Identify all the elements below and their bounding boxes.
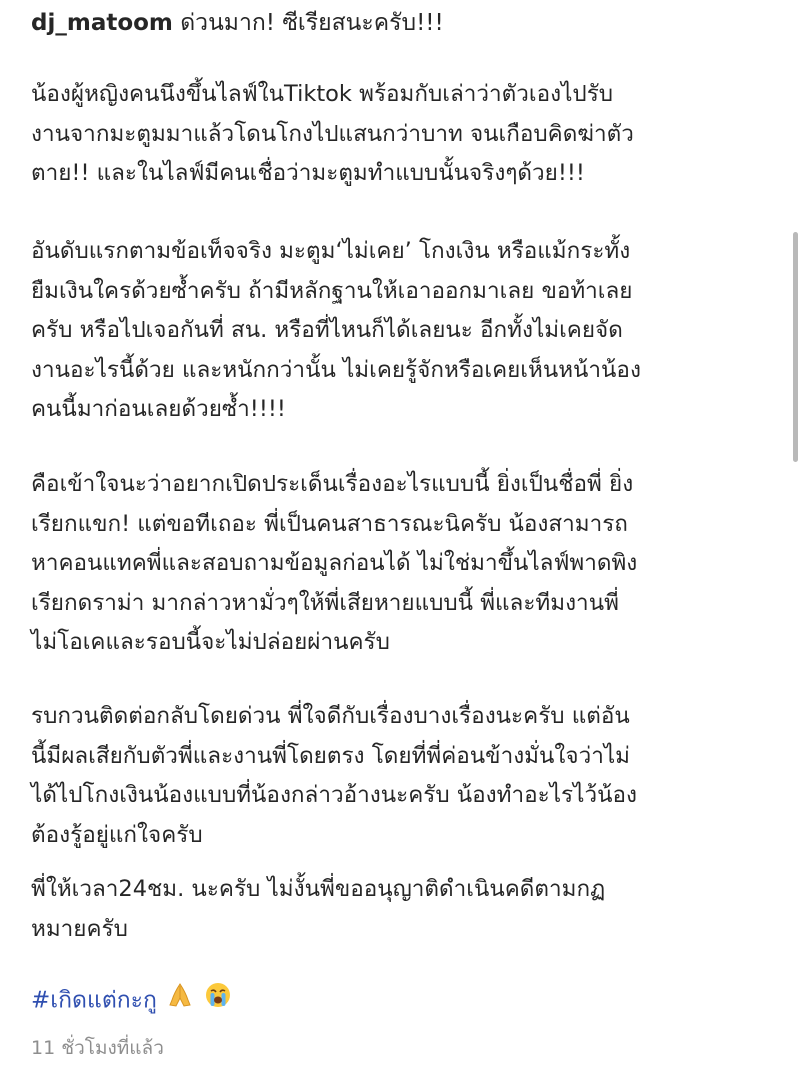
caption-line: ไม่โอเคและรอบนี้จะไม่ปล่อยผ่านครับ [31,629,390,655]
scrollbar-thumb[interactable] [793,232,798,462]
caption-line: เรียกดราม่า มากล่าวหามั่วๆให้พี่เสียหายแบบนี้ พี่และทีมงานพี่ [31,589,619,616]
caption-line: ตาย!! และในไลฟ์มีคนเชื่อว่ามะตูมทำแบบนั้นจริงๆด้วย!!! [31,160,585,186]
caption-header [31,6,444,40]
hashtag-row [31,981,232,1021]
caption-line: ได้ไปโกงเงินน้องแบบที่น้องกล่าวอ้างนะครับ น้องทำอะไรไว้น้อง [31,782,637,808]
post-timestamp: 11 ชั่วโมงที่แล้ว [31,1037,164,1059]
caption-paragraph-5 [31,870,791,949]
caption-paragraph-4 [31,697,791,855]
hashtag-link[interactable]: #เกิดแต่กะกู [31,987,157,1014]
caption-line: คนนี้มาก่อนเลยด้วยซ้ำ!!!! [31,396,286,422]
caption-line: คือเข้าใจนะว่าอยากเปิดประเด็นเรื่องอะไรแบบนี้ ยิ่งเป็นชื่อพี่ ยิ่ง [31,471,634,497]
caption-line: น้องผู้หญิงคนนึงขึ้นไลฟ์ในTiktok พร้อมกับเล่าว่าตัวเองไปรับ [31,81,614,107]
caption-line: งานจากมะตูมมาแล้วโดนโกงไปแสนกว่าบาท จนเกือบคิดฆ่าตัว [31,120,634,147]
caption-line: นี้มีผลเสียกับตัวพี่และงานพี่โดยตรง โดยที่พี่ค่อนข้างมั่นใจว่าไม่ [31,742,630,769]
caption-line: รบกวนติดต่อกลับโดยด่วน พี่ใจดีกับเรื่องบางเรื่องนะครับ แต่อัน [31,703,630,729]
praying-hands-icon [166,981,194,1021]
caption-line: งานอะไรนี้ด้วย และหนักกว่านั้น ไม่เคยรู้จักหรือเคยเห็นหน้าน้อง [31,356,641,383]
username-link[interactable]: dj_matoom [31,10,173,36]
caption-paragraph-2 [31,232,791,430]
caption-line: ต้องรู้อยู่แก่ใจครับ [31,821,203,848]
caption-line: อันดับแรกตามข้อเท็จจริง มะตูม‘ไม่เคย’ โกงเงิน หรือแม้กระทั้ง [31,238,631,264]
caption-line: หมายครับ [31,915,128,942]
caption-line: เรียกแขก! แต่ขอทีเถอะ พี่เป็นคนสาธารณะนิครับ น้องสามารถ [31,510,628,537]
caption-line: ยืมเงินใครด้วยซ้ำครับ ถ้ามีหลักฐานให้เอาออกมาเลย ขอท้าเลย [31,277,633,304]
caption-paragraph-3 [31,465,791,663]
loudly-crying-face-icon [204,981,232,1021]
caption-line: หาคอนแทคพี่และสอบถามข้อมูลก่อนได้ ไม่ใช่มาขึ้นไลฟ์พาดพิง [31,550,638,576]
caption-line: พี่ให้เวลา24ชม. นะครับ ไม่งั้นพี่ขออนุญาติดำเนินคดีตามกฏ [31,876,606,902]
caption-paragraph-1 [31,75,791,194]
caption-headline: ด่วนมาก! ซีเรียสนะครับ!!! [172,10,444,36]
caption-line: ครับ หรือไปเจอกันที่ สน. หรือที่ไหนก็ได้เลยนะ อีกทั้งไม่เคยจัด [31,317,623,343]
